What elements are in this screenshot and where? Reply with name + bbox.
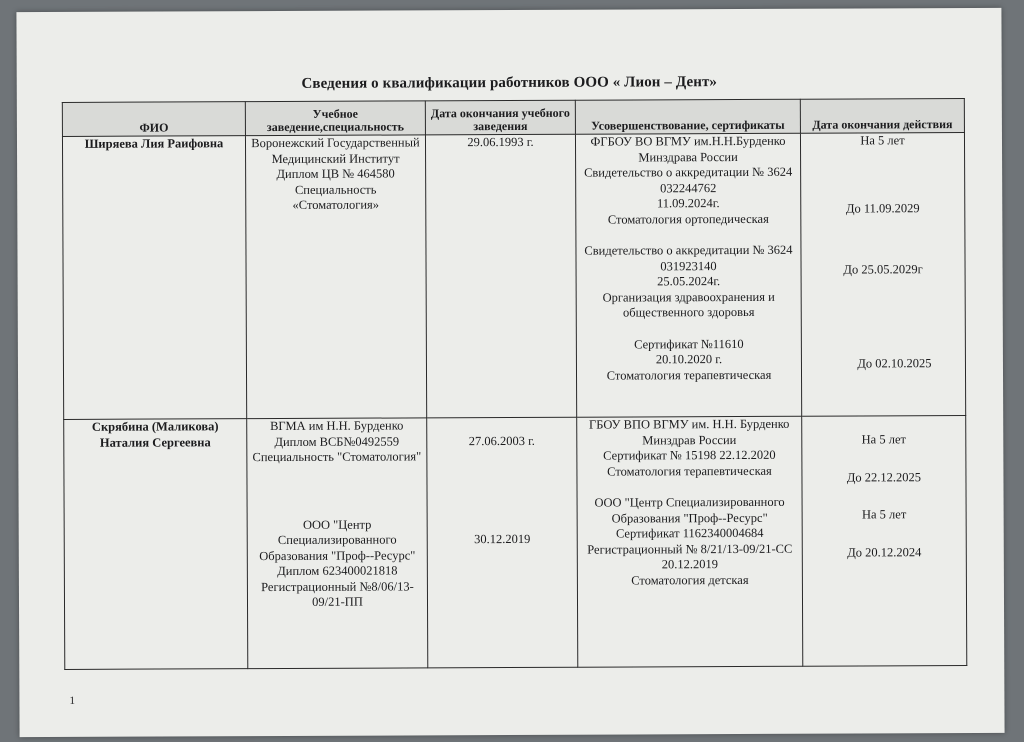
cert-specialty: Стоматология ортопедическая (607, 211, 769, 227)
cert-number: Сертификат 1162340004684 (615, 525, 764, 541)
employee-name-cell (64, 419, 248, 670)
valid-until-cell (802, 416, 967, 667)
validity: До 11.09.2029 (845, 200, 920, 216)
specialty: Специальность "Стоматология" (252, 449, 422, 465)
cert-organization: ООО "Центр Специализированного Образования "Проф--Ресурс" (594, 494, 785, 526)
validity: На 5 лет (861, 507, 907, 522)
education-institution: ООО "Центр Специализированного Образования "Проф--Ресурс" (259, 517, 416, 563)
header-valid-until: Дата окончания действия (800, 99, 964, 134)
page-number: 1 (69, 694, 75, 707)
validity: До 20.12.2024 (847, 544, 922, 560)
header-improvement: Усовершенствование, сертификаты (575, 99, 800, 134)
cert-accreditation: Свидетельство о аккредитации № 3624 031923140 (584, 242, 793, 273)
header-fio: ФИО (62, 102, 245, 137)
document-page (16, 8, 1004, 737)
diploma-number: Диплом ЦВ № 464580 (276, 166, 395, 182)
document-title: Сведения о квалификации работников ООО « Лион – Дент» (301, 74, 718, 92)
cert-specialty: Стоматология терапевтическая (606, 367, 772, 383)
education-institution: ВГМА им Н.Н. Бурденко (270, 418, 404, 434)
improvement-cell (575, 133, 801, 417)
employee-name: Скрябина (Маликова) Наталия Сергеевна (91, 419, 219, 450)
validity: До 02.10.2025 (857, 355, 932, 370)
grad-date: 29.06.1993 г. (467, 134, 534, 150)
grad-date: 30.12.2019 (474, 531, 531, 546)
registration-number: Регистрационный № 8/21/13-09/21-СС (587, 541, 793, 557)
cert-specialty: Стоматология терапевтическая (607, 463, 772, 479)
validity: До 25.05.2029г (843, 262, 923, 277)
employee-name: Ширяева Лия Раифовна (84, 136, 224, 151)
cert-organization: ФГБОУ ВО ВГМУ им.Н.Н.Бурденко Минздрава России (590, 133, 786, 164)
qualification-table (62, 98, 967, 670)
table-row (62, 133, 965, 420)
diploma-number: Диплом ВСБ№0492559 (274, 433, 400, 449)
cert-date: 25.05.2024г. (657, 274, 721, 289)
cert-date: 20.10.2020 г. (655, 352, 723, 367)
improvement-cell (577, 416, 803, 667)
grad-date-cell (425, 134, 576, 418)
validity: На 5 лет (860, 133, 905, 148)
education-cell (247, 418, 428, 669)
cert-specialty: Стоматология детская (631, 572, 749, 587)
employee-name-cell (62, 136, 246, 420)
education-institution: Воронежский Государственный Медицинский Институт (251, 135, 420, 166)
specialty: Специальность «Стоматология» (292, 182, 380, 212)
validity: На 5 лет (861, 432, 906, 447)
cert-date: 11.09.2024г. (656, 196, 720, 211)
valid-until-cell (800, 133, 965, 417)
header-education: Учебное заведение,специальность (245, 101, 425, 136)
cert-number: Сертификат №11610 (634, 336, 744, 351)
cert-organization: ГБОУ ВПО ВГМУ им. Н.Н. Бурденко Минздрав России (588, 416, 790, 447)
cert-accreditation: Свидетельство о аккредитации № 3624 032244762 (584, 164, 793, 195)
table-header-row (62, 99, 964, 137)
grad-date-cell (427, 417, 578, 668)
cert-date: 20.12.2019 (661, 557, 718, 572)
validity: До 22.12.2025 (846, 469, 922, 485)
registration-number: Регистрационный №8/06/13-09/21-ПП (261, 578, 414, 609)
grad-date: 27.06.2003 г. (468, 433, 535, 449)
cert-specialty: Организация здравоохранения и общественного здоровья (602, 289, 775, 320)
cert-number: Сертификат № 15198 22.12.2020 (603, 447, 776, 463)
diploma-number: Диплом 623400021818 (277, 563, 398, 579)
header-grad-date: Дата окончания учебного заведения (425, 100, 575, 135)
education-cell (245, 135, 426, 419)
table-row (64, 416, 967, 670)
